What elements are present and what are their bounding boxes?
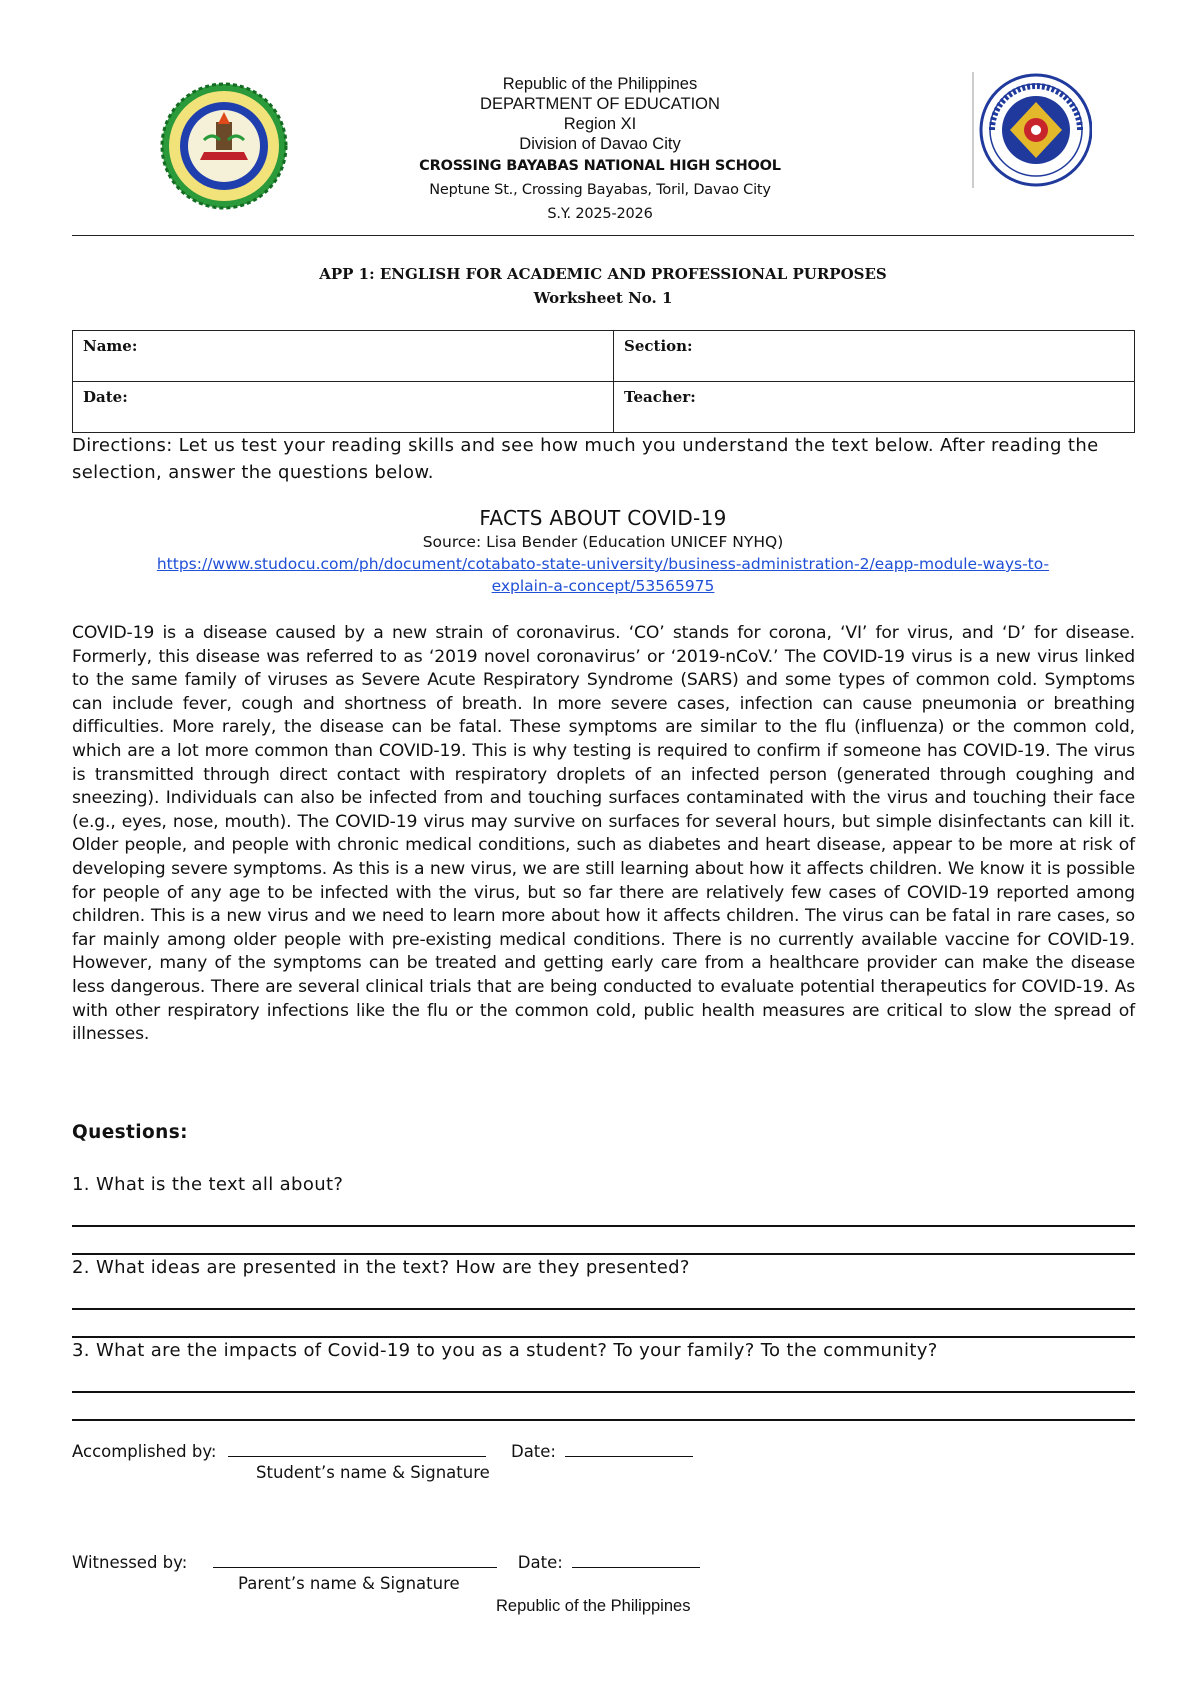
article-body: COVID-19 is a disease caused by a new strain of coronavirus. ‘CO’ stands for corona, ‘VI’ for virus, and ‘D’ for disease. Formerly, this disease was referred to as ‘2019 novel coronavirus’ or ‘2019-nCoV.’ The COVID-19 virus is a new virus linked to the same family of viruses as Severe Acute Respiratory Syndrome (SARS) and some types of common cold. Symptoms can include fever, cough and shortness of breath. In more severe cases, infection can cause pneumonia or breathing difficulties. More rarely, the disease can be fatal. These symptoms are similar to the flu (influenza) or the common cold, which are a lot more common than COVID-19. This is why testing is required to confirm if someone has COVID-19. The virus is transmitted through direct contact with respiratory droplets of an infected person (generated through coughing and sneezing). Individuals can also be infected from and touching surfaces contaminated with the virus and touching their face (e.g., eyes, nose, mouth). The COVID-19 virus may survive on surfaces for several hours, but simple disinfectants can kill it. Older people, and people with chronic medical conditions, such as diabetes and heart disease, appear to be more at risk of developing severe symptoms. As this is a new virus, we are still learning about how it affects children. We know it is possible for people of any age to be infected with the virus, but so far there are relatively few cases of COVID-19 reported among children. This is a new virus and we need to learn more about how it affects children. The virus can be fatal in rare cases, so far mainly among older people with pre-existing medical conditions. There is no currently available vaccine for COVID-19. However, many of the symptoms can be treated and getting early care from a healthcare provider can make the disease less dangerous. There are several clinical trials that are being conducted to evaluate potential therapeutics for COVID-19. As with other respiratory infections like the flu or the common cold, public health measures are critical to slow the spread of illnesses. (72, 623, 1135, 1045)
deped-seal-icon (972, 72, 1092, 188)
parent-signature-field[interactable] (213, 1551, 497, 1568)
department-line: DEPARTMENT OF EDUCATION (480, 95, 720, 113)
section-field[interactable] (614, 331, 1135, 382)
date-label: Date: (517, 1553, 563, 1572)
parent-signature-caption: Parent’s name & Signature (238, 1574, 460, 1593)
header-divider (72, 235, 1134, 236)
subject-title-block (72, 262, 1134, 310)
link-line-2[interactable]: explain-a-concept/53565975 (491, 577, 715, 595)
article-source: Source: Lisa Bender (Education UNICEF NYHQ) (422, 533, 784, 551)
student-signature-caption: Student’s name & Signature (256, 1463, 490, 1482)
worksheet-number: Worksheet No. 1 (533, 289, 673, 307)
student-info-table (72, 330, 1135, 433)
question-1: 1. What is the text all about? (72, 1174, 344, 1195)
answer-line[interactable] (72, 1308, 1135, 1310)
school-seal-icon (160, 82, 288, 210)
teacher-field[interactable] (614, 382, 1135, 433)
letterhead (300, 74, 900, 226)
directions-text: Directions: Let us test your reading skills and see how much you understand the text below. After reading the selection, answer the questions below. (72, 435, 1099, 483)
footer-republic-line: Republic of the Philippines (496, 1597, 691, 1615)
section-label: Section: (624, 337, 693, 355)
student-date-field[interactable] (565, 1440, 693, 1457)
school-year: S.Y. 2025-2026 (547, 206, 653, 222)
subject-title: APP 1: ENGLISH FOR ACADEMIC AND PROFESSIONAL PURPOSES (319, 265, 887, 283)
witnessed-label: Witnessed by: (72, 1553, 188, 1572)
date-field[interactable] (73, 382, 614, 433)
answer-line[interactable] (72, 1419, 1135, 1421)
question-2: 2. What ideas are presented in the text? How are they presented? (72, 1257, 690, 1278)
name-label: Name: (83, 337, 138, 355)
parent-date-field[interactable] (572, 1551, 700, 1568)
answer-line[interactable] (72, 1391, 1135, 1393)
question-3: 3. What are the impacts of Covid-19 to you as a student? To your family? To the community? (72, 1340, 938, 1361)
accomplished-by-row (72, 1440, 693, 1463)
division-line: Division of Davao City (519, 135, 681, 153)
school-address: Neptune St., Crossing Bayabas, Toril, Davao City (429, 182, 771, 198)
teacher-label: Teacher: (624, 388, 696, 406)
answer-line[interactable] (72, 1225, 1135, 1227)
article-source-link[interactable] (72, 553, 1134, 597)
link-line-1[interactable]: https://www.studocu.com/ph/document/cotabato-state-university/business-administration-2/eapp-module-ways-to- (156, 555, 1050, 573)
date-label: Date: (83, 388, 128, 406)
school-name: CROSSING BAYABAS NATIONAL HIGH SCHOOL (419, 158, 781, 174)
name-field[interactable] (73, 331, 614, 382)
witnessed-by-row (72, 1551, 700, 1574)
questions-heading: Questions: (72, 1122, 188, 1143)
article-title: FACTS ABOUT COVID-19 (479, 506, 727, 530)
republic-line: Republic of the Philippines (502, 75, 698, 93)
accomplished-label: Accomplished by: (72, 1442, 217, 1461)
region-line: Region XI (563, 115, 637, 133)
date-label: Date: (510, 1442, 556, 1461)
student-signature-field[interactable] (228, 1440, 486, 1457)
